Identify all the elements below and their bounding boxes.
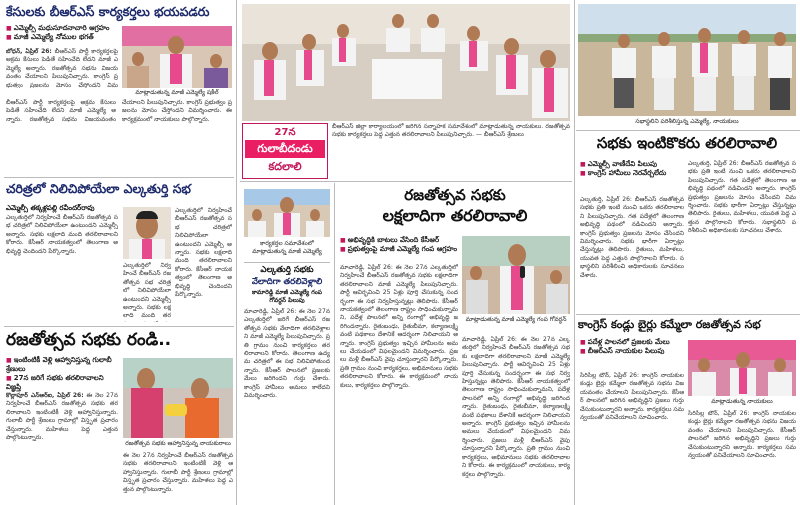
- story-body: ఎల్కతుర్తిలో నిర్వహించే బీఆర్ఎస్ రజతోత్సవ సభ చరిత్రలో నిలిచిపోయేలా ఉంటుందని ఎమ్మెల్సీ అన్నారు. సభకు లక్షలాది మంది తరలిరావాలని కోరారు. కేసీఆర్ నాయకత్వంలో తెలంగాణ అభివృద్ధి చెందిందని పేర్కొన్నారు.: [6, 214, 118, 255]
- story-body: బీఆర్ఎస్ పార్టీ కార్యకర్తలపై అక్రమ కేసులు పెడితే సహించేది లేదని మాజీ ఎమ్మెల్యే అన్నారు. రజతోత్సవ సభను విజయవంతం చేయాలని పిలుపునిచ్చారు. కాంగ్రెస్ ప్రభుత్వం ప్రజలను మోసం చేస్తోందని విమర్శించారు. ఈ కార్యక్రమంలో నాయకులు పాల్గొన్నారు.: [6, 99, 232, 123]
- story-divider: [576, 314, 800, 315]
- dateline: కొల్లాపూర్ ఎన్ఆర్ఐ, ఏప్రిల్ 26:: [6, 392, 84, 399]
- bullet-point: ■ ఎమ్మెల్సీ మధుసూదనాచారి ఆగ్రహం: [6, 24, 118, 33]
- story-body: ఎల్కతుర్తిలో నిర్వహించే బీఆర్ఎస్ రజతోత్సవ సభ చరిత్రలో నిలిచిపోయేలా ఉంటుందని ఎమ్మెల్సీ అన్నారు. సభకు లక్షలాది మంది తర: [123, 262, 171, 320]
- story-body: ఎల్కతుర్తిలో నిర్వహించే బీఆర్ఎస్ రజతోత్సవ సభ చరిత్రలో నిలిచిపోయేలా ఉంటుందని ఎమ్మెల్సీ అన్నారు. సభకు లక్షలాది మంది తరలిరావాలని కోరారు. కేసీఆర్ నాయకత్వంలో తెలంగాణ అభివృద్ధి చెందిందని పేర్కొన్నారు.: [175, 207, 232, 299]
- story-body: ఎల్కతుర్తి, ఏప్రిల్ 26: బీఆర్ఎస్ రజతోత్సవ సభకు ప్రతి ఇంటి నుంచి ఒకరు తరలిరావాలని పిలుపునిచ్చారు. గత పదేళ్లలో తెలంగాణ అభివృద్ధి పథంలో నడిచిందని అన్నారు. కాంగ్రెస్ ప్రభుత్వం ప్రజలను మోసం చేసిందని విమర్శించారు. సభకు భారీగా ఏర్పాట్లు చేస్తున్నట్లు తెలిపారు. రైతులు, మహిళలు, యువత పెద్ద ఎత్తున పాల్గొనాలని కోరారు. సభాస్థలిని పరిశీలించి అధికారులకు సూచనలు చేశారు.: [688, 160, 796, 235]
- story-body: [6, 48, 118, 88]
- story-divider: [576, 130, 800, 131]
- story-divider: [244, 262, 330, 263]
- story-divider: [4, 177, 234, 178]
- sidebar-photo: [244, 189, 330, 237]
- story-photo: [688, 340, 796, 396]
- lead-body: మాచారెడ్డి, ఏప్రిల్ 26: ఈ నెల 27న ఎల్కతుర్తిలో నిర్వహించే బీఆర్ఎస్ రజతోత్సవ సభకు లక్షలాదిగా తరలిరావాలని మాజీ ఎమ్మెల్యే పిలుపునిచ్చారు. పార్టీ ఆవిర్భవించి 25 ఏళ్లు పూర్తి చేసుకున్న సందర్భంగా ఈ సభ నిర్వహిస్తున్నట్లు తెలిపారు. కేసీఆర్ నాయకత్వంలో తెలంగాణ రాష్ట్రం సాధించుకున్నామని, పదేళ్ల పాలనలో అన్ని రంగాల్లో అభివృద్ధి జరిగిందన్నారు. రైతుబంధు, రైతుబీమా, కల్యాణలక్ష్మి వంటి పథకాలు దేశానికే ఆదర్శంగా నిలిచాయని అన్నారు. కాంగ్రెస్ ప్రభుత్వం ఇచ్చిన హామీలను అమలు చేయడంలో విఫలమైందని విమర్శించారు. ప్రజలు మళ్లీ బీఆర్ఎస్ వైపు చూస్తున్నారని పేర్కొన్నారు. ప్రతి గ్రామం నుంచి కార్యకర్తలు, అభిమానులు సభకు తరలిరావాలని కోరారు. ఈ కార్యక్రమంలో నాయకులు, కార్యకర్తలు పాల్గొన్నారు.: [340, 264, 458, 389]
- photo-caption: మాట్లాడుతున్న నాయకులు: [711, 398, 773, 405]
- sidebar-headline: ఎల్కతుర్తి సభకు: [260, 265, 314, 275]
- promo-line1: గులాబీదండు: [245, 140, 325, 158]
- photo-caption: మాట్లాడుతున్న మాజీ ఎమ్మెల్యే షకీల్: [135, 89, 219, 96]
- sidebar-subheadline: వేలాదిగా తరలివెళ్లాలి: [251, 277, 323, 287]
- story-text: ఈ నెల 27న నిర్వహించే బీఆర్ఎస్ రజతోత్సవ సభకు తరలిరావాలని ఇంటింటికీ వెళ్లి ఆహ్వానిస్తున్నారు. గులాబీ పార్టీ శ్రేణులు గ్రామాల్లో విస్తృత ప్రచారం చేస్తున్నారు. మహిళలు పెద్ద ఎత్తున పాల్గొంటున్నారు.: [6, 392, 118, 442]
- story-body: ఈ నెల 27న నిర్వహించే బీఆర్ఎస్ రజతోత్సవ సభకు తరలిరావాలని ఇంటింటికీ వెళ్లి ఆహ్వానిస్తున్నారు. గులాబీ పార్టీ శ్రేణులు గ్రామాల్లో విస్తృత ప్రచారం చేస్తున్నారు. మహిళలు పెద్ద ఎత్తున పాల్గొంటున్నారు.: [123, 452, 233, 493]
- promo-line2: కదలాలి: [268, 160, 302, 173]
- meeting-photo: [242, 4, 570, 121]
- sidebar-subheadline2: కామారెడ్డి మాజీ ఎమ్మెల్యే గంప గోవర్ధన్ పిలుపు: [251, 289, 323, 304]
- story-headline: రజతోత్సవ సభకు రండి..: [6, 330, 172, 350]
- photo-caption: రజతోత్సవ సభకు ఆహ్వానిస్తున్న నాయకురాలు: [125, 440, 231, 447]
- story-body: [6, 392, 118, 500]
- story-subhead: ఎమ్మెల్సీ తక్కళ్లపల్లి రవీందర్‌రావు: [6, 204, 95, 212]
- bullet-point: ■ అభివృద్ధికి బాటలు వేసింది కేసీఆర్: [340, 236, 458, 245]
- story-headline: కేసులకు బీఆర్ఎస్ కార్యకర్తలు భయపడరు: [6, 4, 210, 19]
- story-headline: సభకు ఇంటికొకరు తరలిరావాలి: [596, 134, 778, 152]
- dateline: బోధన్, ఏప్రిల్ 26:: [6, 48, 52, 55]
- photo-caption: కార్యకర్తల సమావేశంలో మాట్లాడుతున్న మాజీ ఎమ్మెల్యే: [252, 240, 322, 255]
- lead-headline: లక్షలాదిగా తరలిరావాలి: [382, 206, 528, 225]
- story-text: బీఆర్ఎస్ పార్టీ కార్యకర్తలపై అక్రమ కేసులు పెడితే సహించేది లేదని మాజీ ఎమ్మెల్యే అన్నారు. రజతోత్సవ సభను విజయవంతం చేయాలని పిలుపునిచ్చారు. కాంగ్రెస్ ప్రభుత్వం ప్రజలను మోసం చేస్తోందని విమ: [6, 48, 118, 88]
- promo-badge: [242, 123, 328, 179]
- bullet-point: ■ పదేళ్ల పాలనలో ప్రజలకు మేలు: [580, 338, 684, 347]
- lead-body: మాచారెడ్డి, ఏప్రిల్ 26: ఈ నెల 27న ఎల్కతుర్తిలో నిర్వహించే బీఆర్ఎస్ రజతోత్సవ సభకు లక్షలాదిగా తరలిరావాలని మాజీ ఎమ్మెల్యే పిలుపునిచ్చారు. పార్టీ ఆవిర్భవించి 25 ఏళ్లు పూర్తి చేసుకున్న సందర్భంగా ఈ సభ నిర్వహిస్తున్నట్లు తెలిపారు. కేసీఆర్ నాయకత్వంలో తెలంగాణ రాష్ట్రం సాధించుకున్నామని, పదేళ్ల పాలనలో అన్ని రంగాల్లో అభివృద్ధి జరిగిందన్నారు. రైతుబంధు, రైతుబీమా, కల్యాణలక్ష్మి వంటి పథకాలు దేశానికే ఆదర్శంగా నిలిచాయని అన్నారు. కాంగ్రెస్ ప్రభుత్వం ఇచ్చిన హామీలను అమలు చేయడంలో విఫలమైందని విమర్శించారు. ప్రజలు మళ్లీ బీఆర్ఎస్ వైపు చూస్తున్నారని పేర్కొన్నారు. ప్రతి గ్రామం నుంచి కార్యకర్తలు, అభిమానులు సభకు తరలిరావాలని కోరారు. ఈ కార్యక్రమంలో నాయకులు, కార్యకర్తలు పాల్గొన్నారు.: [462, 336, 570, 478]
- story-photo: [122, 26, 232, 88]
- sidebar-body: మాచారెడ్డి, ఏప్రిల్ 26: ఈ నెల 27న ఎల్కతుర్తిలో జరిగే బీఆర్ఎస్ రజతోత్సవ సభకు వేలాదిగా తరలివెళ్లాలని మాజీ ఎమ్మెల్యే పిలుపునిచ్చారు. ప్రతి గ్రామం నుంచి కార్యకర్తలు తరలిరావాలని కోరారు. తెలంగాణ ఉద్యమ చరిత్రలో ఈ సభ నిలిచిపోతుందన్నారు. కేసీఆర్ పాలనలో ప్రజలకు మేలు జరిగిందని గుర్తు చేశారు. కాంగ్రెస్ హామీలు అమలు కాలేదని విమర్శించారు.: [244, 308, 330, 400]
- photo-caption: మాట్లాడుతున్న మాజీ ఎమ్మెల్యే గంప గోవర్ధన్: [465, 316, 567, 323]
- photo-caption: సభాస్థలిని పరిశీలిస్తున్న ఎమ్మెల్యే, నాయకులు: [635, 118, 739, 125]
- story-divider: [4, 326, 234, 327]
- bullet-point: ■ మాజీ ఎమ్మెల్యే నోముల భగత్: [6, 33, 118, 42]
- bullet-point: ■ ఇంటింటికీ వెళ్లి ఆహ్వానిస్తున్న గులాబీ శ్రేణులు: [6, 356, 118, 374]
- story-body: సిరిసిల్ల టౌన్, ఏప్రిల్ 26: కాంగ్రెస్ నాయకుల కండ్లు బైర్లు కమ్మేలా రజతోత్సవ సభను విజయవంతం చేయాలని పిలుపునిచ్చారు. కేసీఆర్ పాలనలో జరిగిన అభివృద్ధిని ప్రజలు గుర్తు చేసుకుంటున్నారని అన్నారు. కార్యకర్తలు సమన్వయంతో పనిచేయాలని సూచించారు.: [580, 372, 684, 422]
- lead-headline: రజతోత్సవ సభకు: [404, 186, 506, 204]
- column-divider: [236, 0, 237, 505]
- site-photo: [578, 4, 796, 116]
- lead-photo: [462, 236, 570, 314]
- meeting-caption: బీఆర్ఎస్ జిల్లా కార్యాలయంలో జరిగిన సన్నాహక సమావేశంలో మాట్లాడుతున్న నాయకులు. రజతోత్సవ సభకు కార్యకర్తలు పెద్ద ఎత్తున తరలిరావాలని పిలుపునిచ్చారు. — బీఆర్ఎస్ శ్రేణులు: [332, 123, 570, 139]
- story-photo: [123, 358, 233, 438]
- story-headline: కాంగ్రెస్ కండ్లు బైర్లు కమ్మేలా రజతోత్సవ సభ: [578, 318, 761, 331]
- promo-date: 27న: [274, 127, 296, 138]
- story-body: సిరిసిల్ల టౌన్, ఏప్రిల్ 26: కాంగ్రెస్ నాయకుల కండ్లు బైర్లు కమ్మేలా రజతోత్సవ సభను విజయవంతం చేయాలని పిలుపునిచ్చారు. కేసీఆర్ పాలనలో జరిగిన అభివృద్ధిని ప్రజలు గుర్తు చేసుకుంటున్నారని అన్నారు. కార్యకర్తలు సమన్వయంతో పనిచేయాలని సూచించారు.: [688, 410, 796, 460]
- column-divider: [574, 0, 575, 505]
- story-headline: చరిత్రలో నిలిచిపోయేలా ఎల్కతుర్తి సభ: [6, 181, 191, 196]
- story-body: ఎల్కతుర్తి, ఏప్రిల్ 26: బీఆర్ఎస్ రజతోత్సవ సభకు ప్రతి ఇంటి నుంచి ఒకరు తరలిరావాలని పిలుపునిచ్చారు. గత పదేళ్లలో తెలంగాణ అభివృద్ధి పథంలో నడిచిందని అన్నారు. కాంగ్రెస్ ప్రభుత్వం ప్రజలను మోసం చేసిందని విమర్శించారు. సభకు భారీగా ఏర్పాట్లు చేస్తున్నట్లు తెలిపారు. రైతులు, మహిళలు, యువత పెద్ద ఎత్తున పాల్గొనాలని కోరారు. సభాస్థలిని పరిశీలించి అధికారులకు సూచనలు చేశారు.: [580, 196, 684, 279]
- bullet-point: ■ 27న జరిగే సభకు తరలిరావాలని విజ్ఞప్తి: [6, 374, 118, 392]
- bullet-point: ■ బీఆర్ఎస్ నాయకుల పిలుపు: [580, 347, 684, 356]
- column-divider: [334, 183, 335, 505]
- bullet-point: ■ కాంగ్రెస్ హామీలు నెరవేర్చలేదు: [580, 169, 684, 178]
- bullet-point: ■ ప్రభుత్వంపై మాజీ ఎమ్మెల్యే గంప ఆగ్రహం: [340, 245, 458, 254]
- story-photo: [123, 207, 171, 259]
- bullet-point: ■ ఎమ్మెల్సీ వాణీదేవి పిలుపు: [580, 160, 684, 169]
- story-divider: [240, 181, 572, 182]
